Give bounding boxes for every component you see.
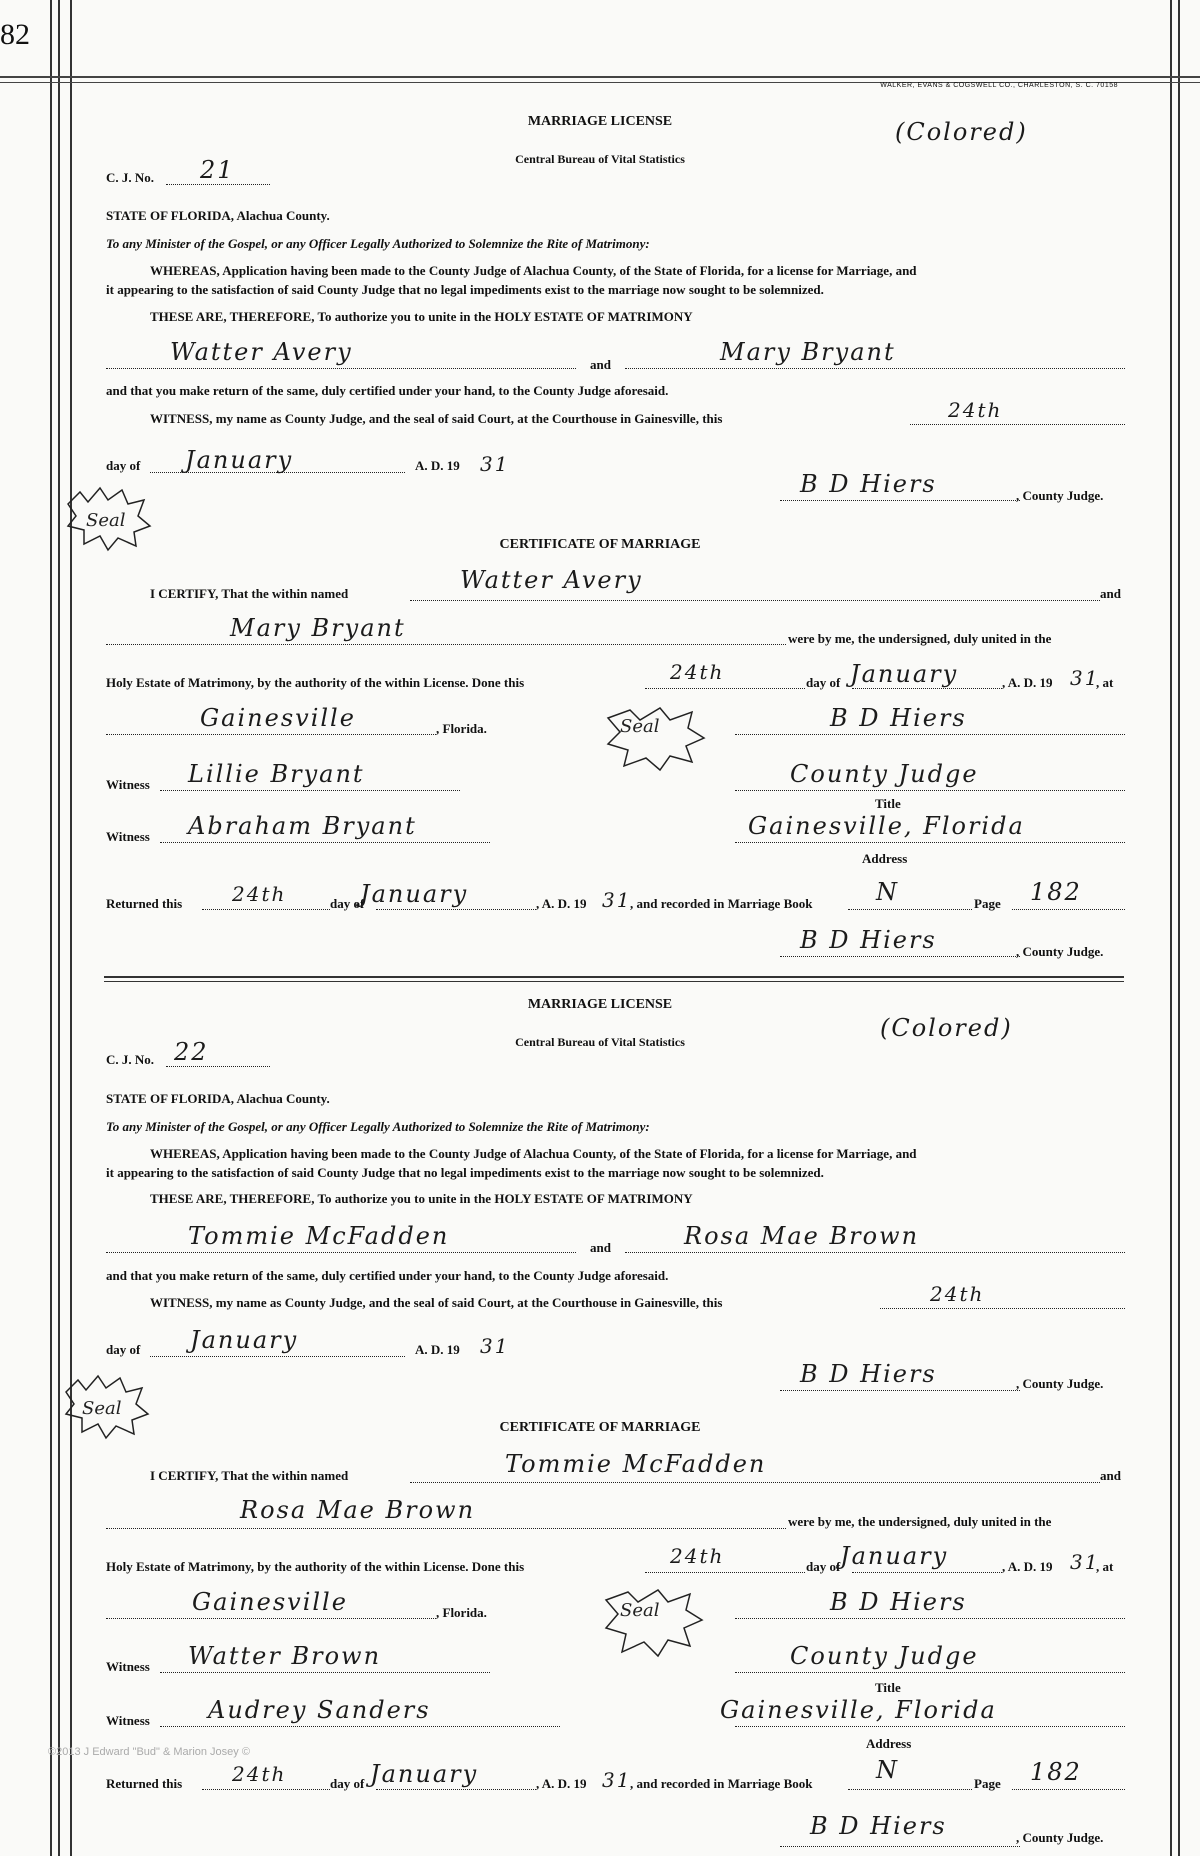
certificate-title: CERTIFICATE OF MARRIAGE (499, 537, 701, 552)
and-word: and (590, 1240, 611, 1255)
witness-2: Abraham Bryant (188, 812, 417, 840)
marriage-page: 182 (1030, 878, 1082, 906)
day-of-label: day of (330, 1776, 365, 1791)
page-label: Page (974, 1776, 1001, 1791)
page-number: 82 (0, 18, 30, 51)
state-line: STATE OF FLORIDA, Alachua County. (106, 1091, 330, 1106)
cj-label: C. J. No. (106, 1052, 155, 1067)
and-word: and (590, 357, 611, 372)
marriage-place: Gainesville (192, 1588, 348, 1616)
license-bride: Rosa Mae Brown (684, 1222, 920, 1250)
returned-label: Returned this (106, 896, 183, 911)
officiant-signature: B D Hiers (830, 1588, 967, 1616)
state-line: STATE OF FLORIDA, Alachua County. (106, 208, 330, 223)
holy-estate-line: Holy Estate of Matrimony, by the authority of the within License. Done this (106, 675, 525, 690)
bureau-label: Central Bureau of Vital Statistics (515, 152, 685, 166)
license-bride: Mary Bryant (720, 338, 896, 366)
returned-label: Returned this (106, 1776, 183, 1791)
day-of-label: day of (806, 1559, 841, 1574)
cj-number: 21 (200, 156, 235, 184)
record-separator (104, 976, 1124, 982)
returned-judge-signature: B D Hiers (810, 1812, 947, 1840)
margin-rule (50, 0, 52, 1856)
margin-rule (58, 0, 60, 1856)
florida-label: , Florida. (436, 721, 487, 736)
officiant-signature: B D Hiers (830, 704, 967, 732)
witness-label: Witness (106, 777, 150, 792)
page-label: Page (974, 896, 1001, 911)
returned-judge-signature: B D Hiers (800, 926, 937, 954)
day-of-label: day of (806, 675, 841, 690)
witness-label: Witness (106, 829, 150, 844)
license-year: 31 (480, 1334, 510, 1358)
marriage-book: N (876, 1756, 899, 1784)
certificate-groom: Watter Avery (460, 566, 643, 594)
whereas-line-2: it appearing to the satisfaction of said County Judge that no legal impediments exist to the marriage now sought to be solemnized. (106, 1165, 824, 1180)
to-any-line: To any Minister of the Gospel, or any Officer Legally Authorized to Solemnize the Rite of Matrimony: (106, 236, 650, 251)
race-note: (Colored) (880, 1014, 1013, 1042)
officiant-address: Gainesville, Florida (720, 1696, 997, 1724)
license-title: MARRIAGE LICENSE (527, 997, 673, 1012)
returned-day: 24th (232, 1762, 287, 1786)
these-are-line: THESE ARE, THEREFORE, To authorize you to unite in the HOLY ESTATE OF MATRIMONY (150, 1191, 693, 1206)
witness-label: Witness (106, 1713, 150, 1728)
day-of-label: day of (106, 458, 141, 473)
county-judge-label: , County Judge. (1016, 488, 1104, 503)
done-day: 24th (670, 660, 725, 684)
recorded-label: , and recorded in Marriage Book (630, 896, 813, 911)
certificate-bride: Rosa Mae Brown (240, 1496, 476, 1524)
court-seal-icon (56, 1362, 156, 1442)
returned-month: January (370, 1760, 479, 1788)
certify-line: I CERTIFY, That the within named (150, 586, 349, 601)
recorded-label: , and recorded in Marriage Book (630, 1776, 813, 1791)
certificate-title: CERTIFICATE OF MARRIAGE (499, 1420, 701, 1435)
certificate-seal-icon (598, 1582, 708, 1662)
printer-imprint: WALKER, EVANS & COGSWELL CO., CHARLESTON, S. C. 70158 (880, 82, 1118, 89)
florida-label: , Florida. (436, 1605, 487, 1620)
return-line: and that you make return of the same, duly certified under your hand, to the County Judge aforesaid. (106, 383, 669, 398)
returned-day: 24th (232, 882, 287, 906)
title-label: Title (875, 1680, 901, 1695)
officiant-address: Gainesville, Florida (748, 812, 1025, 840)
ad-label: , A. D. 19 (536, 1776, 587, 1791)
whereas-line-1: WHEREAS, Application having been made to the County Judge of Alachua County, of the State of Florida, for a license for Marriage, and (150, 1146, 917, 1161)
certificate-year: 31 (1070, 666, 1100, 690)
certificate-bride: Mary Bryant (230, 614, 406, 642)
title-label: Title (875, 796, 901, 811)
address-label: Address (862, 851, 908, 866)
certificate-month: January (850, 660, 959, 688)
witness-line: WITNESS, my name as County Judge, and the seal of said Court, at the Courthouse in Gainesville, this (150, 411, 723, 426)
returned-year: 31 (602, 1768, 632, 1792)
returned-year: 31 (602, 888, 632, 912)
svg-text:Seal: Seal (82, 1398, 122, 1419)
ad-label: , A. D. 19 (1002, 1559, 1053, 1574)
done-day: 24th (670, 1544, 725, 1568)
marriage-place: Gainesville (200, 704, 356, 732)
cj-number: 22 (174, 1038, 209, 1066)
county-judge-label: , County Judge. (1016, 944, 1104, 959)
whereas-line-2: it appearing to the satisfaction of said County Judge that no legal impediments exist to the marriage now sought to be solemnized. (106, 282, 824, 297)
license-groom: Tommie McFadden (188, 1222, 450, 1250)
margin-rule (1178, 0, 1180, 1856)
day-of-label: day of (106, 1342, 141, 1357)
county-judge-label: , County Judge. (1016, 1830, 1104, 1845)
ad-label: , A. D. 19 (536, 896, 587, 911)
license-title: MARRIAGE LICENSE (527, 114, 673, 129)
witness-line: WITNESS, my name as County Judge, and the seal of said Court, at the Courthouse in Gainesville, this (150, 1295, 723, 1310)
return-line: and that you make return of the same, duly certified under your hand, to the County Judge aforesaid. (106, 1268, 669, 1283)
bureau-label: Central Bureau of Vital Statistics (515, 1035, 685, 1049)
certificate-year: 31 (1070, 1550, 1100, 1574)
at-label: , at (1096, 1559, 1114, 1574)
holy-estate-line: Holy Estate of Matrimony, by the authority of the within License. Done this (106, 1559, 525, 1574)
and-word: and (1100, 1468, 1121, 1483)
marriage-page: 182 (1030, 1758, 1082, 1786)
ad-label: , A. D. 19 (1002, 675, 1053, 690)
day-of-label: day of (330, 896, 365, 911)
witness-day: 24th (930, 1282, 985, 1306)
license-judge-signature: B D Hiers (800, 470, 937, 498)
these-are-line: THESE ARE, THEREFORE, To authorize you to unite in the HOLY ESTATE OF MATRIMONY (150, 309, 693, 324)
certificate-month: January (840, 1542, 949, 1570)
svg-text:Seal: Seal (620, 716, 660, 737)
margin-rule (70, 0, 72, 1856)
svg-text:Seal: Seal (620, 1600, 660, 1621)
witness-day: 24th (948, 398, 1003, 422)
cj-label: C. J. No. (106, 170, 155, 185)
officiant-title: County Judge (790, 1642, 979, 1670)
at-label: , at (1096, 675, 1114, 690)
license-month: January (190, 1326, 299, 1354)
copyright-watermark: ©2013 J Edward "Bud" & Marion Josey © (48, 1746, 250, 1758)
marriage-book: N (876, 878, 899, 906)
license-groom: Watter Avery (170, 338, 353, 366)
license-year: 31 (480, 452, 510, 476)
certificate-seal-icon (600, 700, 710, 776)
were-by-me-line: were by me, the undersigned, duly united in the (788, 1514, 1052, 1529)
witness-label: Witness (106, 1659, 150, 1674)
county-judge-label: , County Judge. (1016, 1376, 1104, 1391)
margin-rule (1170, 0, 1172, 1856)
court-seal-icon (58, 474, 158, 554)
license-month: January (185, 446, 294, 474)
officiant-title: County Judge (790, 760, 979, 788)
witness-2: Audrey Sanders (208, 1696, 431, 1724)
certify-line: I CERTIFY, That the within named (150, 1468, 349, 1483)
ad-label: A. D. 19 (415, 458, 460, 473)
address-label: Address (866, 1736, 912, 1751)
race-note: (Colored) (895, 118, 1028, 146)
certificate-groom: Tommie McFadden (505, 1450, 767, 1478)
were-by-me-line: were by me, the undersigned, duly united in the (788, 631, 1052, 646)
and-word: and (1100, 586, 1121, 601)
svg-text:Seal: Seal (86, 510, 126, 531)
to-any-line: To any Minister of the Gospel, or any Officer Legally Authorized to Solemnize the Rite of Matrimony: (106, 1119, 650, 1134)
top-rule (0, 76, 1200, 78)
witness-1: Watter Brown (188, 1642, 382, 1670)
license-judge-signature: B D Hiers (800, 1360, 937, 1388)
witness-1: Lillie Bryant (188, 760, 365, 788)
ad-label: A. D. 19 (415, 1342, 460, 1357)
returned-month: January (360, 880, 469, 908)
whereas-line-1: WHEREAS, Application having been made to the County Judge of Alachua County, of the State of Florida, for a license for Marriage, and (150, 263, 917, 278)
